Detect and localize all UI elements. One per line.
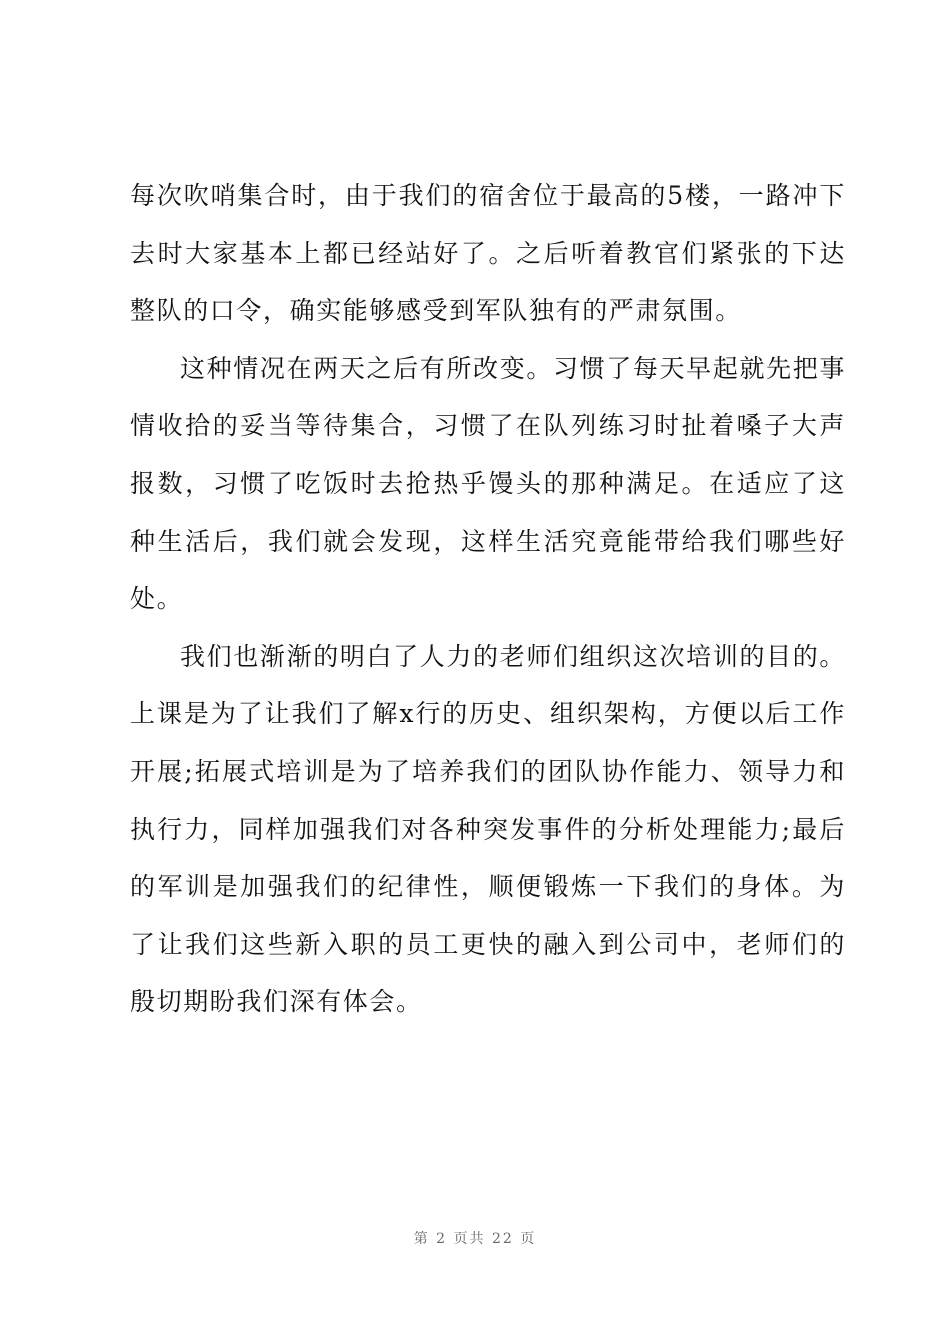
page-number-footer: 第 2 页共 22 页: [413, 1231, 537, 1247]
paragraph-2: 这种情况在两天之后有所改变。习惯了每天早起就先把事情收拾的妥当等待集合，习惯了在队列练习时扯着嗓子大声报数，习惯了吃饭时去抢热乎馒头的那种满足。在适应了这种生活后，我们就会发现，这样生活究竟能带给我们哪些好处。: [130, 353, 846, 614]
paragraph-3: 我们也渐渐的明白了人力的老师们组织这次培训的目的。上课是为了让我们了解x行的历史、组织架构，方便以后工作开展;拓展式培训是为了培养我们的团队协作能力、领导力和执行力，同样加强我们对各种突发事件的分析处理能力;最后的军训是加强我们的纪律性，顺便锻炼一下我们的身体。为了让我们这些新入职的员工更快的融入到公司中，老师们的殷切期盼我们深有体会。: [130, 641, 846, 1017]
document-body: [130, 167, 846, 1031]
paragraph-1: 每次吹哨集合时，由于我们的宿舍位于最高的5楼，一路冲下去时大家基本上都已经站好了。之后听着教官们紧张的下达整队的口令，确实能够感受到军队独有的严肃氛围。: [130, 181, 846, 326]
